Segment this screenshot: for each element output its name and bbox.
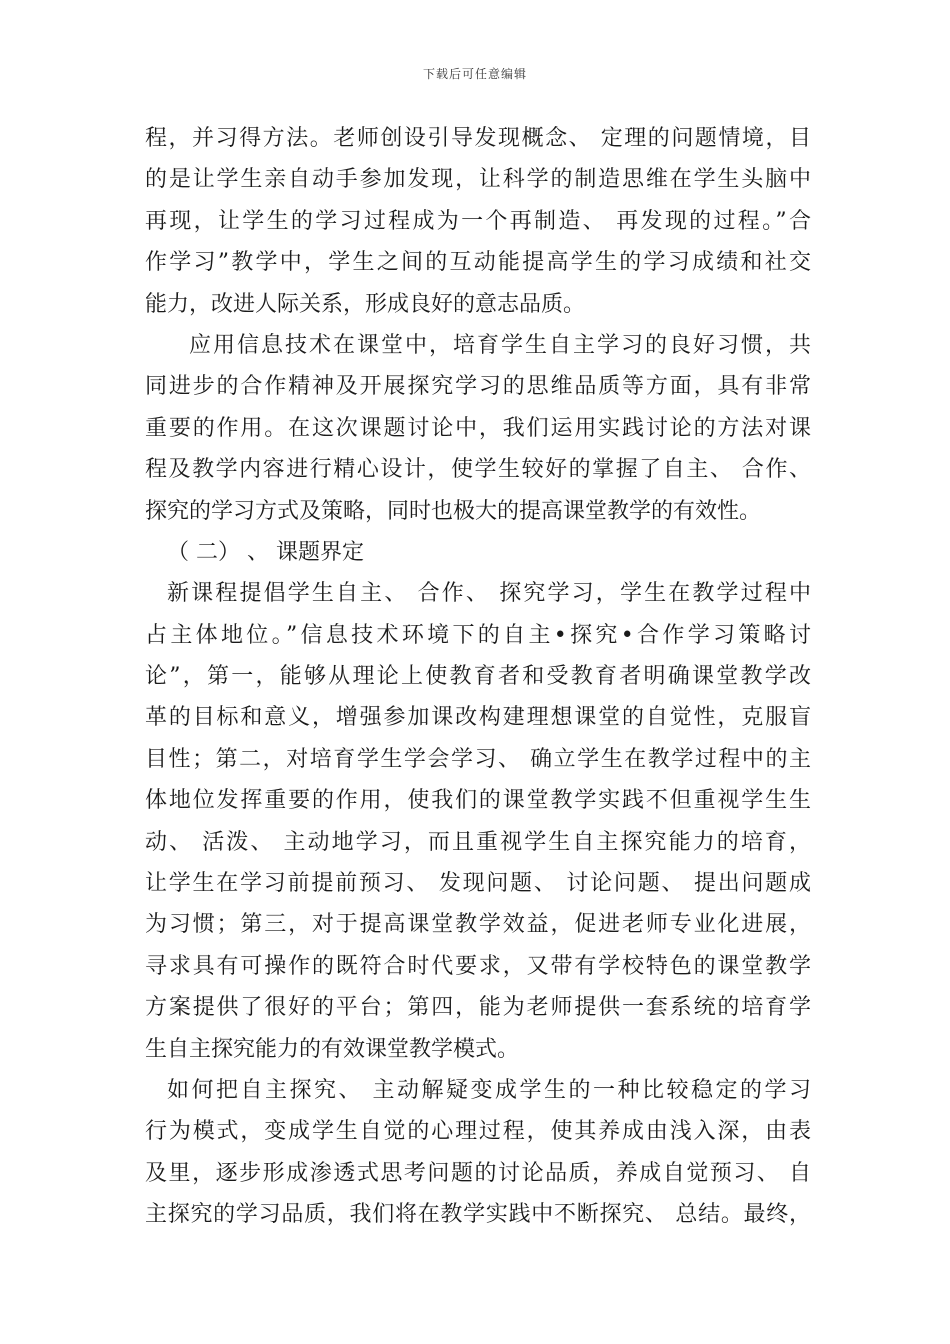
page-header: 下载后可任意编辑 xyxy=(422,67,527,81)
text-line: 动、 活泼、 主动地学习，而且重视学生自主探究能力的培育， xyxy=(145,829,811,855)
text-line: 生自主探究能力的有效课堂教学模式。 xyxy=(145,1036,520,1062)
document-body xyxy=(145,118,811,1236)
text-line: 革的目标和意义，增强参加课改构建理想课堂的自觉性，克服盲 xyxy=(145,705,811,731)
text-line: 让学生在学习前提前预习、 发现问题、 讨论问题、 提出问题成 xyxy=(145,871,811,897)
text-line: 作学习”教学中，学生之间的互动能提高学生的学习成绩和社交 xyxy=(145,250,811,276)
paragraph-1 xyxy=(145,118,811,325)
text-line: 目性；第二，对培育学生学会学习、 确立学生在教学过程中的主 xyxy=(145,746,811,772)
text-line: 的是让学生亲自动手参加发现，让科学的制造思维在学生头脑中 xyxy=(145,167,811,193)
text-line: 如何把自主探究、 主动解疑变成学生的一种比较稳定的学习 xyxy=(167,1077,811,1103)
text-line: 行为模式，变成学生自觉的心理过程，使其养成由浅入深，由表 xyxy=(145,1119,811,1145)
text-line: 主探究的学习品质，我们将在教学实践中不断探究、 总结。最终， xyxy=(145,1202,811,1228)
paragraph-3 xyxy=(145,573,811,1070)
text-line: 探究的学习方式及策略，同时也极大的提高课堂教学的有效性。 xyxy=(145,498,762,524)
text-line: 方案提供了很好的平台；第四，能为老师提供一套系统的培育学 xyxy=(145,995,811,1021)
text-line: 占主体地位。”信息技术环境下的自主•探究•合作学习策略讨 xyxy=(145,622,811,648)
text-line: 能力，改进人际关系，形成良好的意志品质。 xyxy=(145,291,586,317)
text-line: 同进步的合作精神及开展探究学习的思维品质等方面，具有非常 xyxy=(145,374,811,400)
paragraph-4 xyxy=(145,1070,811,1236)
text-line: 新课程提倡学生自主、 合作、 探究学习，学生在教学过程中 xyxy=(167,581,811,607)
text-line: 寻求具有可操作的既符合时代要求，又带有学校特色的课堂教学 xyxy=(145,953,811,979)
text-line: 程及教学内容进行精心设计，使学生较好的掌握了自主、 合作、 xyxy=(145,457,811,483)
text-line: 程，并习得方法。老师创设引导发现概念、 定理的问题情境，目 xyxy=(145,126,811,151)
text-line: 及里，逐步形成渗透式思考问题的讨论品质，养成自觉预习、 自 xyxy=(145,1160,811,1186)
text-line: 再现，让学生的学习过程成为一个再制造、 再发现的过程。”合 xyxy=(145,208,811,234)
text-line: 论”，第一，能够从理论上使教育者和受教育者明确课堂教学改 xyxy=(145,664,811,690)
text-line: 应用信息技术在课堂中，培育学生自主学习的良好习惯，共 xyxy=(189,332,811,358)
text-line: 重要的作用。在这次课题讨论中，我们运用实践讨论的方法对课 xyxy=(145,415,811,441)
section-heading: （ 二） 、 课题界定 xyxy=(167,539,364,565)
text-line: 体地位发挥重要的作用，使我们的课堂教学实践不但重视学生生 xyxy=(145,788,811,814)
text-line: 为习惯；第三，对于提高课堂教学效益，促进老师专业化进展， xyxy=(145,912,811,938)
paragraph-2 xyxy=(145,325,811,532)
